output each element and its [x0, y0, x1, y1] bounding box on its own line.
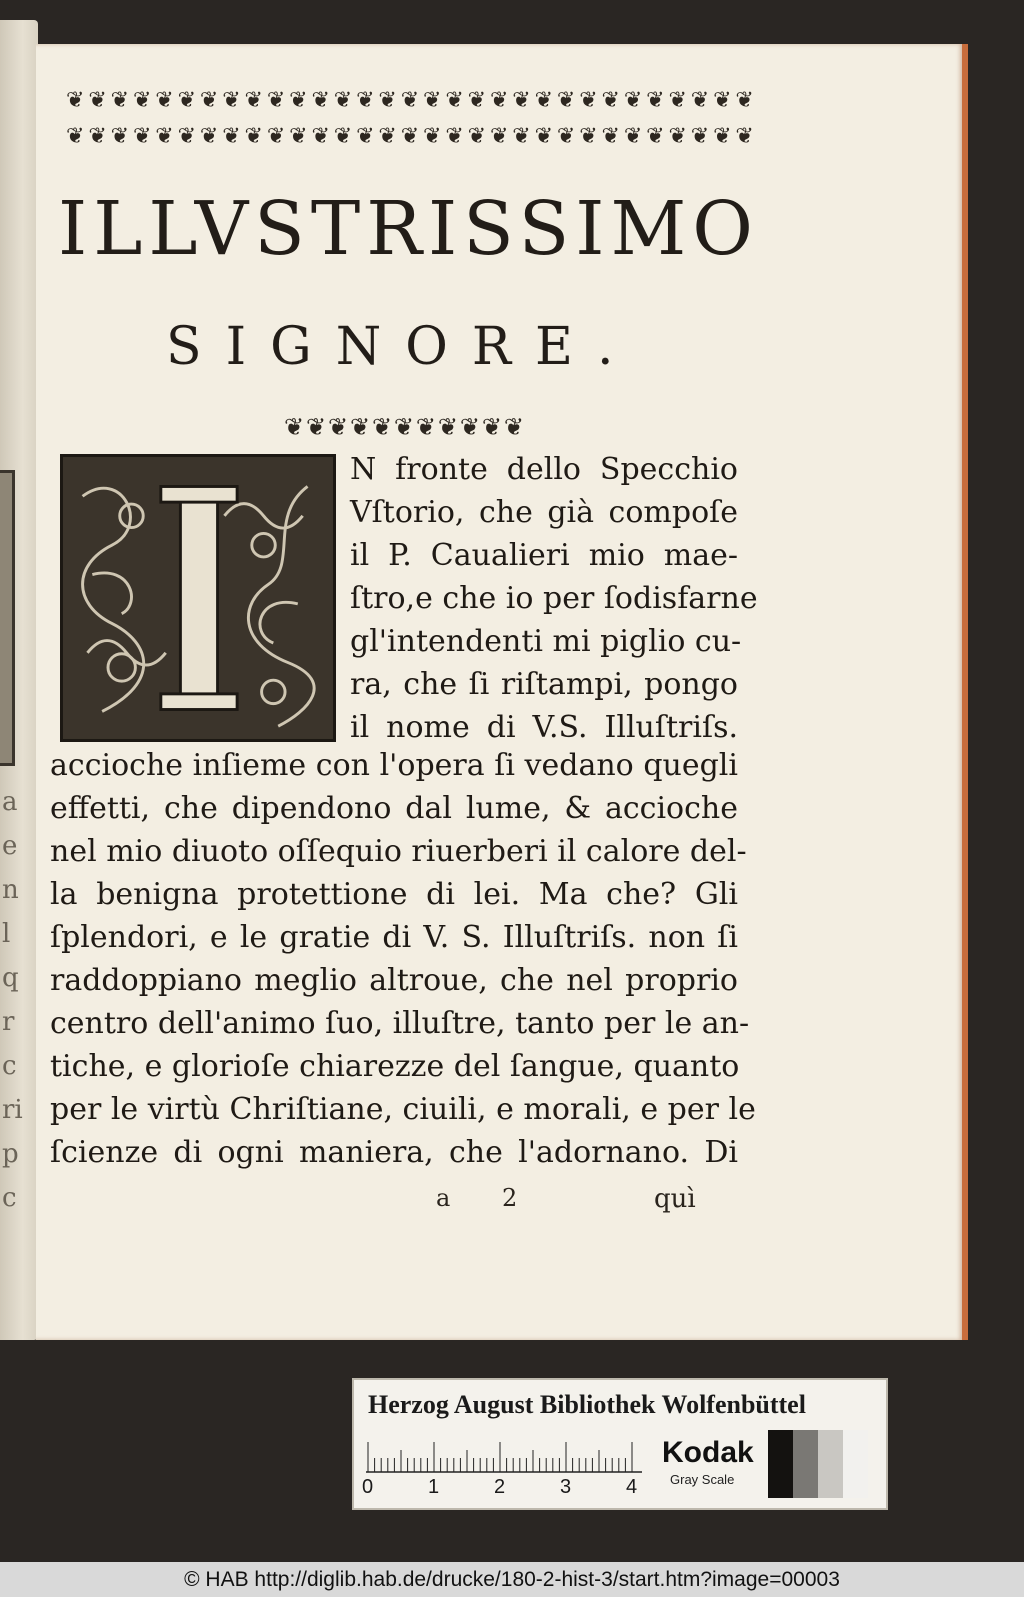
fleuron-icon: ❦ [289, 87, 308, 113]
fleuron-icon: ❦ [579, 87, 598, 113]
fleuron-icon: ❦ [356, 123, 375, 149]
text-line: raddoppiano meglio altroue, che nel proprio [50, 963, 738, 998]
gray-scale-label: Gray Scale [670, 1472, 735, 1487]
fleuron-icon: ❦ [668, 87, 687, 113]
fleuron-icon: ❦ [467, 123, 487, 149]
fleuron-icon: ❦ [311, 87, 330, 113]
prev-letter: c [2, 1051, 17, 1081]
prev-letter: n [2, 875, 19, 905]
fleuron-icon: ❦ [305, 413, 327, 441]
catchword: quì [654, 1184, 696, 1214]
fleuron-icon: ❦ [199, 87, 219, 113]
fleuron-icon: ❦ [713, 123, 732, 149]
gray-swatch [843, 1430, 868, 1498]
fleuron-icon: ❦ [512, 123, 531, 149]
fleuron-icon: ❦ [110, 87, 130, 113]
fleuron-icon: ❦ [690, 87, 710, 113]
fleuron-icon: ❦ [349, 413, 371, 441]
fleuron-icon: ❦ [378, 87, 397, 113]
text-line: gl'intendenti mi piglio cu- [350, 624, 742, 659]
ruler-number: 4 [626, 1476, 638, 1498]
fleuron-icon: ❦ [415, 413, 437, 441]
ruler-number: 2 [494, 1476, 506, 1498]
fleuron-icon: ❦ [132, 87, 152, 113]
text-line: tiche, e glorioſe chiarezze del ſangue, quanto [50, 1049, 740, 1084]
fleuron-icon: ❦ [155, 87, 174, 113]
headpiece-ornament [66, 86, 754, 150]
fleuron-icon: ❦ [690, 123, 710, 149]
fleuron-icon: ❦ [244, 87, 263, 113]
fleuron-icon: ❦ [356, 87, 375, 113]
fleuron-icon: ❦ [244, 123, 263, 149]
fleuron-icon: ❦ [534, 123, 553, 149]
small-ornament-row [284, 410, 524, 444]
fleuron-icon: ❦ [437, 413, 458, 441]
fleuron-icon: ❦ [579, 123, 598, 149]
fleuron-icon: ❦ [400, 87, 420, 113]
prev-letter: c [2, 1183, 17, 1213]
text-line: ſtro,e che io per ſodisfarne [350, 581, 758, 616]
text-line: il nome di V.S. Illuſtriſs. [350, 710, 738, 745]
text-line: accioche inſieme con l'opera ſi vedano quegli [50, 748, 738, 783]
fleuron-icon: ❦ [601, 87, 620, 113]
fleuron-icon: ❦ [371, 413, 393, 441]
fleuron-icon: ❦ [623, 87, 643, 113]
fleuron-icon: ❦ [110, 123, 130, 149]
fleuron-icon: ❦ [713, 87, 732, 113]
fleuron-icon: ❦ [445, 87, 464, 113]
fleuron-icon: ❦ [481, 413, 502, 441]
gray-swatch [818, 1430, 843, 1498]
fleuron-icon: ❦ [266, 87, 286, 113]
copyright-bar: © HAB http://diglib.hab.de/drucke/180-2-hist-3/start.htm?image=00003 [0, 1562, 1024, 1597]
ornament-row-bottom [66, 122, 754, 150]
previous-page-initial-fragment [0, 470, 15, 766]
fleuron-icon: ❦ [556, 87, 576, 113]
fleuron-icon: ❦ [177, 87, 196, 113]
text-line: per le virtù Chriſtiane, ciuili, e morali, e per le [50, 1092, 756, 1127]
prev-letter: e [2, 831, 18, 861]
text-line: ſplendori, e le gratie di V. S. Illuſtriſs. non ſi [50, 920, 738, 955]
fleuron-icon: ❦ [66, 87, 85, 113]
prev-letter: l [2, 919, 11, 949]
card-title: Herzog August Bibliothek Wolfenbüttel [368, 1390, 806, 1419]
fleuron-icon: ❦ [327, 413, 349, 441]
fleuron-icon: ❦ [289, 123, 308, 149]
fleuron-icon: ❦ [735, 87, 754, 113]
fleuron-icon: ❦ [668, 123, 687, 149]
fleuron-icon: ❦ [623, 123, 643, 149]
ruler-scale [366, 1438, 646, 1474]
ruler-number: 3 [560, 1476, 572, 1498]
gray-swatch [793, 1430, 818, 1498]
decorated-initial-i [60, 454, 336, 742]
fleuron-icon: ❦ [333, 123, 353, 149]
fleuron-icon: ❦ [311, 123, 330, 149]
fleuron-icon: ❦ [177, 123, 196, 149]
fleuron-icon: ❦ [66, 123, 85, 149]
fleuron-icon: ❦ [534, 87, 553, 113]
text-line: ſcienze di ogni maniera, che l'adornano. Di [50, 1135, 738, 1170]
fleuron-icon: ❦ [445, 123, 464, 149]
fleuron-icon: ❦ [646, 87, 665, 113]
text-line: la benigna protettione di lei. Ma che? Gli [50, 877, 738, 912]
previous-page-edge [0, 20, 38, 1340]
fleuron-icon: ❦ [393, 413, 415, 441]
text-line: N fronte dello Specchio [350, 452, 738, 487]
ruler-numbers [362, 1476, 652, 1502]
kodak-logo: Kodak [662, 1436, 754, 1469]
previous-page-letters [2, 780, 30, 1220]
fleuron-icon: ❦ [489, 87, 509, 113]
fleuron-icon: ❦ [423, 87, 442, 113]
fleuron-icon: ❦ [266, 123, 286, 149]
fleuron-icon: ❦ [646, 123, 665, 149]
gray-swatch [768, 1430, 793, 1498]
gray-swatches [768, 1430, 868, 1498]
prev-letter: ri [2, 1095, 23, 1125]
fleuron-icon: ❦ [132, 123, 152, 149]
right-column-text [350, 448, 758, 749]
prev-letter: p [2, 1139, 19, 1169]
fleuron-icon: ❦ [512, 87, 531, 113]
fleuron-icon: ❦ [333, 87, 353, 113]
text-line: effetti, che dipendono dal lume, & accioche [50, 791, 738, 826]
fleuron-icon: ❦ [556, 123, 576, 149]
text-line: nel mio diuoto oſſequio riuerberi il calore del- [50, 834, 747, 869]
fleuron-icon: ❦ [155, 123, 174, 149]
book-page [36, 44, 968, 1340]
fleuron-icon: ❦ [222, 123, 241, 149]
prev-letter: q [2, 963, 19, 993]
prev-letter: a [2, 787, 18, 817]
title-line-2: SIGNORE. [166, 317, 638, 377]
text-line: ra, che ſi riſtampi, pongo [350, 667, 738, 702]
text-line: Vſtorio, che già compoſe [350, 495, 738, 530]
fleuron-icon: ❦ [423, 123, 442, 149]
fleuron-icon: ❦ [503, 413, 524, 441]
ruler-number: 1 [428, 1476, 440, 1498]
fleuron-icon: ❦ [601, 123, 620, 149]
fleuron-icon: ❦ [88, 123, 107, 149]
fleuron-icon: ❦ [284, 413, 305, 441]
fleuron-icon: ❦ [199, 123, 219, 149]
ornament-row-top [66, 86, 754, 114]
text-line: centro dell'animo ſuo, illuſtre, tanto per le an- [50, 1006, 750, 1041]
fleuron-icon: ❦ [88, 87, 107, 113]
ruler-number: 0 [362, 1476, 374, 1498]
full-width-text [50, 744, 756, 1174]
fleuron-icon: ❦ [400, 123, 420, 149]
color-calibration-card [352, 1378, 888, 1510]
fleuron-icon: ❦ [378, 123, 397, 149]
prev-letter: r [2, 1007, 15, 1037]
fleuron-icon: ❦ [459, 413, 480, 441]
title-line-1: ILLVSTRISSIMO [58, 186, 759, 272]
fleuron-icon: ❦ [222, 87, 241, 113]
fleuron-icon: ❦ [489, 123, 509, 149]
text-line: il P. Caualieri mio mae- [350, 538, 738, 573]
fleuron-icon: ❦ [467, 87, 487, 113]
signature-mark: a 2 [436, 1184, 540, 1212]
fleuron-icon: ❦ [735, 123, 754, 149]
